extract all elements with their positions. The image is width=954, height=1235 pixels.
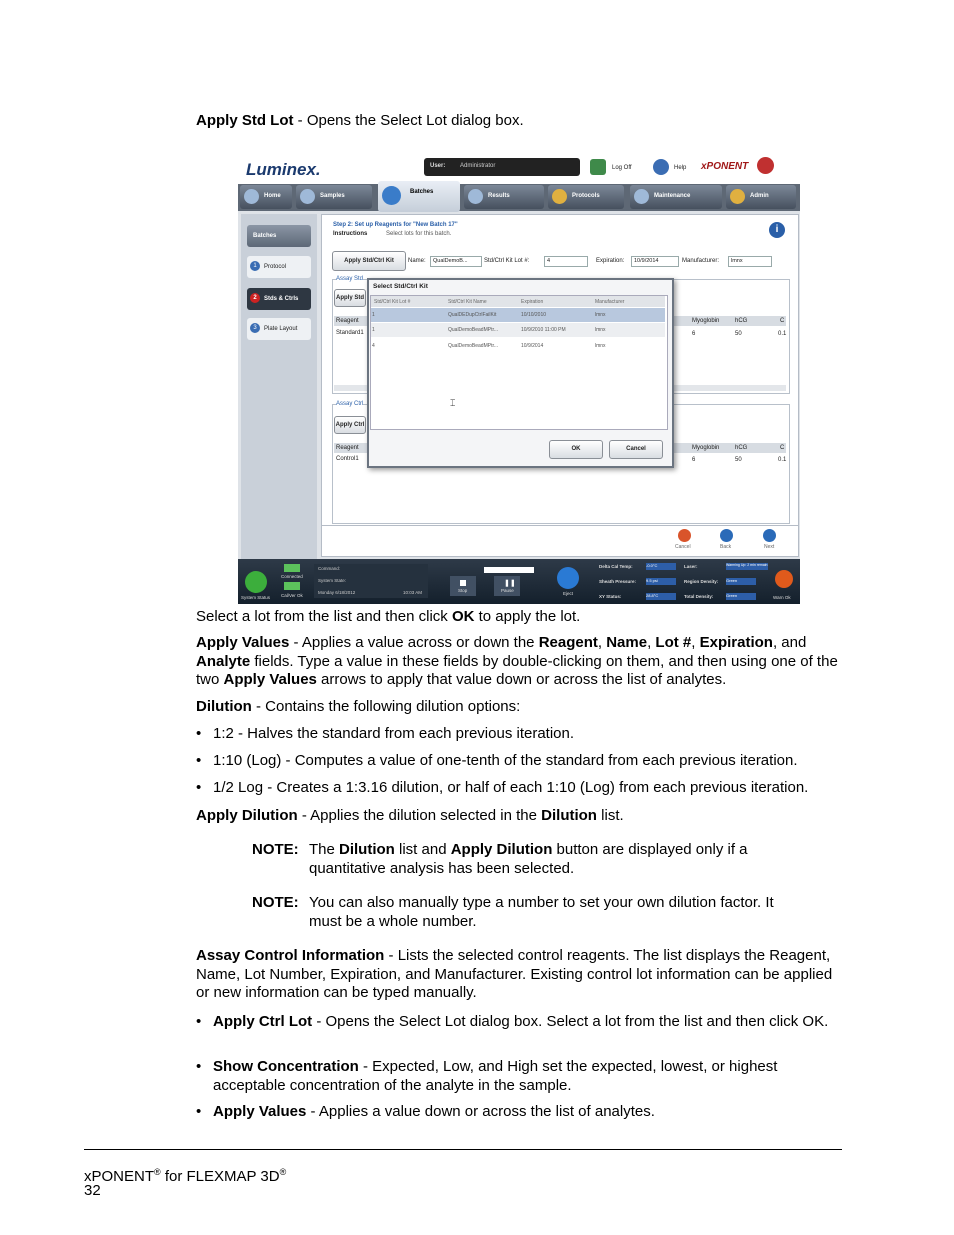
expiration-field[interactable]: 10/9/2014: [631, 256, 679, 267]
luminex-logo: Luminex.: [246, 160, 321, 179]
tab-label: Protocols: [572, 193, 600, 199]
assay-std-label: Assay Std: [336, 276, 364, 282]
note-text: [309, 841, 809, 878]
nav-back-label: Back: [720, 544, 732, 550]
text: for FLEXMAP 3D: [160, 1168, 280, 1185]
ctrl-myoglobin-col: Myoglobin: [692, 445, 720, 451]
bullet: •: [196, 1013, 202, 1030]
time-text: 10:03 AM: [403, 590, 423, 595]
note-text: You can also manually type a number to set your own dilution factor. It must be a whole number.: [309, 894, 774, 930]
dialog-col-expiration: Expiration: [521, 299, 544, 305]
cancel-icon: [678, 529, 691, 542]
nav-back[interactable]: [709, 527, 745, 553]
system-status-icon[interactable]: [245, 571, 267, 593]
dialog-cancel-button[interactable]: Cancel: [609, 440, 663, 459]
term: Dilution: [541, 807, 597, 824]
info-icon[interactable]: i: [769, 222, 785, 238]
total-value: Green: [726, 593, 756, 600]
dialog-title: Select Std/Ctrl Kit: [373, 283, 428, 290]
term: Analyte: [196, 652, 251, 670]
dialog-row3-exp[interactable]: 10/9/2014: [521, 343, 544, 349]
text: - Opens the Select Lot dialog box. Select a lot from the list and then click OK.: [312, 1013, 829, 1030]
sidebar-label: Batches: [253, 233, 277, 239]
dialog-col-manufacturer: Manufacturer: [595, 299, 625, 305]
stop-button[interactable]: [450, 576, 476, 596]
instructions-label: Instructions: [333, 231, 368, 237]
tab-label: Results: [488, 193, 510, 199]
sidebar-label: Plate Layout: [264, 326, 298, 332]
term: Dilution: [339, 841, 395, 858]
term: Expiration: [699, 634, 773, 651]
connected-icon: [284, 564, 300, 572]
text: - Lists the selected control reagents. The list displays the Reagent, Name, Lot Number, Expiration, and Manufacturer. Existing control lot information can be applied or new information can be typed manually.: [196, 947, 833, 1001]
tab-label: Admin: [750, 193, 769, 199]
nav-cancel-label: Cancel: [675, 544, 691, 550]
tab-samples[interactable]: [296, 185, 372, 209]
eject-icon[interactable]: [557, 567, 579, 589]
term: Lot #: [655, 634, 692, 651]
text: arrows to apply that value down or across the list of analytes.: [316, 671, 727, 688]
bullet: •: [196, 725, 202, 742]
ok-term: OK: [451, 608, 475, 625]
intro-label: Apply Std Lot: [196, 112, 294, 129]
tab-label: Maintenance: [654, 193, 691, 199]
std-hcg-val[interactable]: 50: [735, 331, 742, 337]
text: 1/2 Log - Creates a 1:3.16 dilution, or half of each 1:10 (Log) from each previous iteration.: [213, 779, 809, 796]
dilution-item-3: [196, 779, 809, 798]
text: - Contains the following dilution options:: [251, 698, 521, 715]
nav-cancel[interactable]: [665, 527, 705, 553]
samples-icon: [300, 189, 315, 204]
ctrl-item-2: [196, 1058, 833, 1095]
dialog-ok-button[interactable]: OK: [549, 440, 603, 459]
xy-status-label: XY Status:: [599, 594, 622, 599]
ctrl-c-col: C: [780, 445, 785, 451]
next-arrow-icon: [763, 529, 776, 542]
text: , and: [772, 634, 807, 651]
ctrl-c-val[interactable]: 0.1: [778, 457, 787, 463]
sheath-value: 9.5 psi: [646, 578, 676, 585]
manufacturer-label: Manufacturer:: [682, 258, 720, 264]
text: to apply the lot.: [474, 608, 581, 625]
stop-label: Stop: [458, 588, 468, 593]
sidebar-item-batches[interactable]: [247, 225, 311, 247]
dialog-row2-name: QualDemoBeadMPtr...: [448, 327, 499, 333]
pause-icon: ❚❚: [504, 580, 516, 587]
tab-home[interactable]: [240, 185, 292, 209]
term: Dilution: [196, 698, 252, 715]
system-state-label: System State:: [318, 578, 347, 583]
text: list and: [394, 841, 451, 858]
calver-label: Cal/Ver Ok: [281, 593, 303, 598]
term: Reagent: [538, 634, 598, 651]
user-value: Administrator: [460, 163, 496, 169]
term: Apply Ctrl Lot: [213, 1013, 313, 1030]
lot-label: Std/Ctrl Kit Lot #:: [484, 258, 530, 264]
tab-protocols[interactable]: [548, 185, 624, 209]
calver-icon: [284, 582, 300, 590]
step-number: 2: [250, 293, 260, 303]
reg-mark: ®: [279, 1167, 287, 1177]
select-lot-paragraph: [196, 608, 846, 627]
sheath-label: Sheath Pressure:: [599, 579, 637, 584]
stop-icon: [460, 580, 466, 586]
note-label: NOTE:: [252, 841, 299, 858]
tab-label: Home: [264, 193, 281, 199]
dialog-row1-name: QualDEDupCtrlFailKit: [448, 312, 497, 318]
protocols-icon: [552, 189, 567, 204]
region-value: Green: [726, 578, 756, 585]
laser-value: Warming Up: 2 min remain: [726, 563, 768, 570]
bullet: •: [196, 1058, 202, 1075]
user-box: [424, 158, 580, 176]
sidebar-label: Stds & Ctrls: [264, 296, 299, 302]
dialog-row2-exp: 10/9/2010 11:00 PM: [521, 327, 566, 333]
warning-label: Warn Ok: [773, 595, 791, 600]
dialog-row1-mfr: lmnx: [595, 312, 606, 318]
text: - Expected, Low, and High set the expected, lowest, or highest acceptable concentration of the analyte in the sample.: [213, 1058, 778, 1094]
std-myoglobin-val[interactable]: 6: [692, 331, 696, 337]
dialog-row-selected[interactable]: [371, 308, 665, 322]
text: list.: [596, 807, 624, 824]
logoff-label[interactable]: Log Off: [612, 165, 632, 171]
warning-icon[interactable]: [775, 570, 793, 588]
batches-icon: [382, 186, 401, 205]
sidebar-item-protocol[interactable]: [247, 256, 311, 278]
expiration-label: Expiration:: [596, 258, 625, 264]
text: - Applies the dilution selected in the: [297, 807, 542, 824]
assay-control-paragraph: [196, 947, 846, 1003]
step-number: 1: [250, 261, 260, 271]
text: ,: [691, 634, 700, 651]
apply-values-paragraph: [196, 634, 846, 690]
lot-field[interactable]: 4: [544, 256, 588, 267]
assay-ctrl-label: Assay Ctrl: [336, 401, 364, 407]
ctrl-item-1: [196, 1013, 833, 1032]
bullet: •: [196, 779, 202, 796]
term: Assay Control Information: [196, 947, 385, 964]
term: Apply Values: [196, 634, 290, 651]
intro-paragraph: [196, 112, 846, 131]
std-c-val[interactable]: 0.1: [778, 331, 787, 337]
ctrl-item-3: [196, 1103, 833, 1122]
dialog-row1-exp: 10/10/2010: [521, 312, 547, 318]
maintenance-icon: [634, 189, 649, 204]
delta-cal-label: Delta Cal Temp:: [599, 564, 633, 569]
pause-label: Pause: [501, 588, 514, 593]
delta-cal-value: -0.0°C: [646, 563, 676, 570]
term: Apply Dilution: [450, 841, 553, 858]
ctrl-row-control1[interactable]: Control1: [336, 456, 359, 462]
dialog-col-name: Std/Ctrl Kit Name: [448, 299, 487, 305]
back-arrow-icon: [720, 529, 733, 542]
bullet: •: [196, 752, 202, 769]
intro-text: - Opens the Select Lot dialog box.: [293, 112, 524, 129]
tab-maintenance[interactable]: [630, 185, 722, 209]
logoff-icon[interactable]: [590, 159, 606, 175]
results-icon: [468, 189, 483, 204]
dialog-col-lot: Std/Ctrl Kit Lot #: [374, 299, 411, 305]
step-title: Step 2: Set up Reagents for "New Batch 17": [333, 222, 458, 228]
apply-std-ctrl-kit-button[interactable]: Apply Std/Ctrl Kit: [332, 251, 406, 271]
sidebar-item-stds-ctrls[interactable]: [247, 288, 311, 310]
date-text: Monday 6/18/2012: [318, 590, 356, 595]
reg-mark: ®: [154, 1167, 161, 1177]
name-label: Name:: [408, 258, 426, 264]
note-label: NOTE:: [252, 894, 299, 911]
tab-label: Batches: [410, 189, 434, 195]
page-number: 32: [84, 1182, 101, 1199]
help-label[interactable]: Help: [674, 165, 687, 171]
tab-label: Samples: [320, 193, 345, 199]
sidebar-label: Protocol: [264, 264, 287, 270]
tab-batches[interactable]: [378, 181, 460, 212]
command-label: Command:: [318, 566, 341, 571]
name-field[interactable]: QualDemoB...: [430, 256, 482, 267]
home-icon: [244, 189, 259, 204]
text: ,: [647, 634, 656, 651]
progress-bar: [484, 567, 534, 573]
eject-label: Eject: [563, 591, 574, 596]
apply-dilution-paragraph: [196, 807, 846, 826]
step-number: 3: [250, 323, 260, 333]
region-label: Region Density:: [684, 579, 719, 584]
laser-label: Laser:: [684, 564, 698, 569]
xponent-screenshot: [238, 154, 800, 604]
pause-button[interactable]: [494, 576, 520, 596]
term: Name: [606, 634, 648, 651]
nav-next-label: Next: [764, 544, 775, 550]
term: Apply Values: [223, 671, 317, 688]
bullet: •: [196, 1103, 202, 1120]
dialog-row2-mfr: lmnx: [595, 327, 606, 333]
std-reagent-col: Reagent: [336, 318, 359, 324]
text: 1:10 (Log) - Computes a value of one-tenth of the standard from each previous iteration.: [213, 752, 798, 769]
dialog-row3-lot[interactable]: 4: [372, 343, 375, 349]
dilution-item-2: [196, 752, 798, 771]
ctrl-hcg-col: hCG: [735, 445, 748, 451]
ctrl-reagent-col: Reagent: [336, 445, 359, 451]
ctrl-hcg-val[interactable]: 50: [735, 457, 742, 463]
apply-std-button[interactable]: Apply Std: [334, 289, 366, 307]
dialog-row3-mfr[interactable]: lmnx: [595, 343, 606, 349]
xy-status-value: 28.8°C: [646, 593, 676, 600]
footer-product: [84, 1163, 286, 1186]
term: Show Concentration: [213, 1058, 359, 1075]
std-hcg-col: hCG: [735, 318, 748, 324]
footer-rule: [84, 1149, 842, 1150]
apply-ctrl-button[interactable]: Apply Ctrl: [334, 416, 366, 434]
system-status-label: System Status: [241, 595, 271, 600]
text: ,: [597, 634, 607, 651]
std-myoglobin-col: Myoglobin: [692, 318, 720, 324]
text: Select a lot from the list and then click: [196, 608, 452, 625]
admin-icon: [730, 189, 745, 204]
text: - Applies a value down or across the list of analytes.: [306, 1103, 655, 1120]
tab-results[interactable]: [464, 185, 544, 209]
instructions-text: Select lots for this batch.: [386, 231, 452, 237]
ctrl-myoglobin-val[interactable]: 6: [692, 457, 696, 463]
nav-next[interactable]: [752, 527, 788, 553]
text: The: [309, 841, 340, 858]
term: Apply Dilution: [196, 807, 298, 824]
manufacturer-field[interactable]: lmnx: [728, 256, 772, 267]
status-light-icon: [757, 157, 774, 174]
cursor-icon: ⌶: [450, 398, 456, 408]
dialog-row2-lot: 1: [372, 327, 375, 333]
dilution-item-1: [196, 725, 575, 744]
text: - Applies a value across or down the: [289, 634, 539, 651]
dialog-row-2[interactable]: [371, 323, 665, 337]
term: Apply Values: [213, 1103, 307, 1120]
user-label: User:: [430, 163, 446, 169]
xponent-brand: xPONENT: [701, 161, 749, 172]
std-c-col: C: [780, 318, 785, 324]
text: 1:2 - Halves the standard from each previous iteration.: [213, 725, 575, 742]
total-label: Total Density:: [684, 594, 714, 599]
dialog-row3-name[interactable]: QualDemoBeadMPtr...: [448, 343, 499, 349]
dialog-row1-lot: 1: [372, 312, 375, 318]
help-icon[interactable]: [653, 159, 669, 175]
dilution-paragraph: [196, 698, 846, 717]
sidebar-item-plate-layout[interactable]: [247, 318, 311, 340]
std-row-standard1[interactable]: Standard1: [336, 330, 364, 336]
text: fields. Type a value in these fields by double-clicking on them, and then using one of the two: [196, 652, 838, 688]
text: xPONENT: [84, 1168, 155, 1185]
text: button are displayed only if a quantitative analysis has been selected.: [309, 841, 748, 877]
tab-admin[interactable]: [726, 185, 796, 209]
connected-label: Connected: [281, 574, 303, 579]
